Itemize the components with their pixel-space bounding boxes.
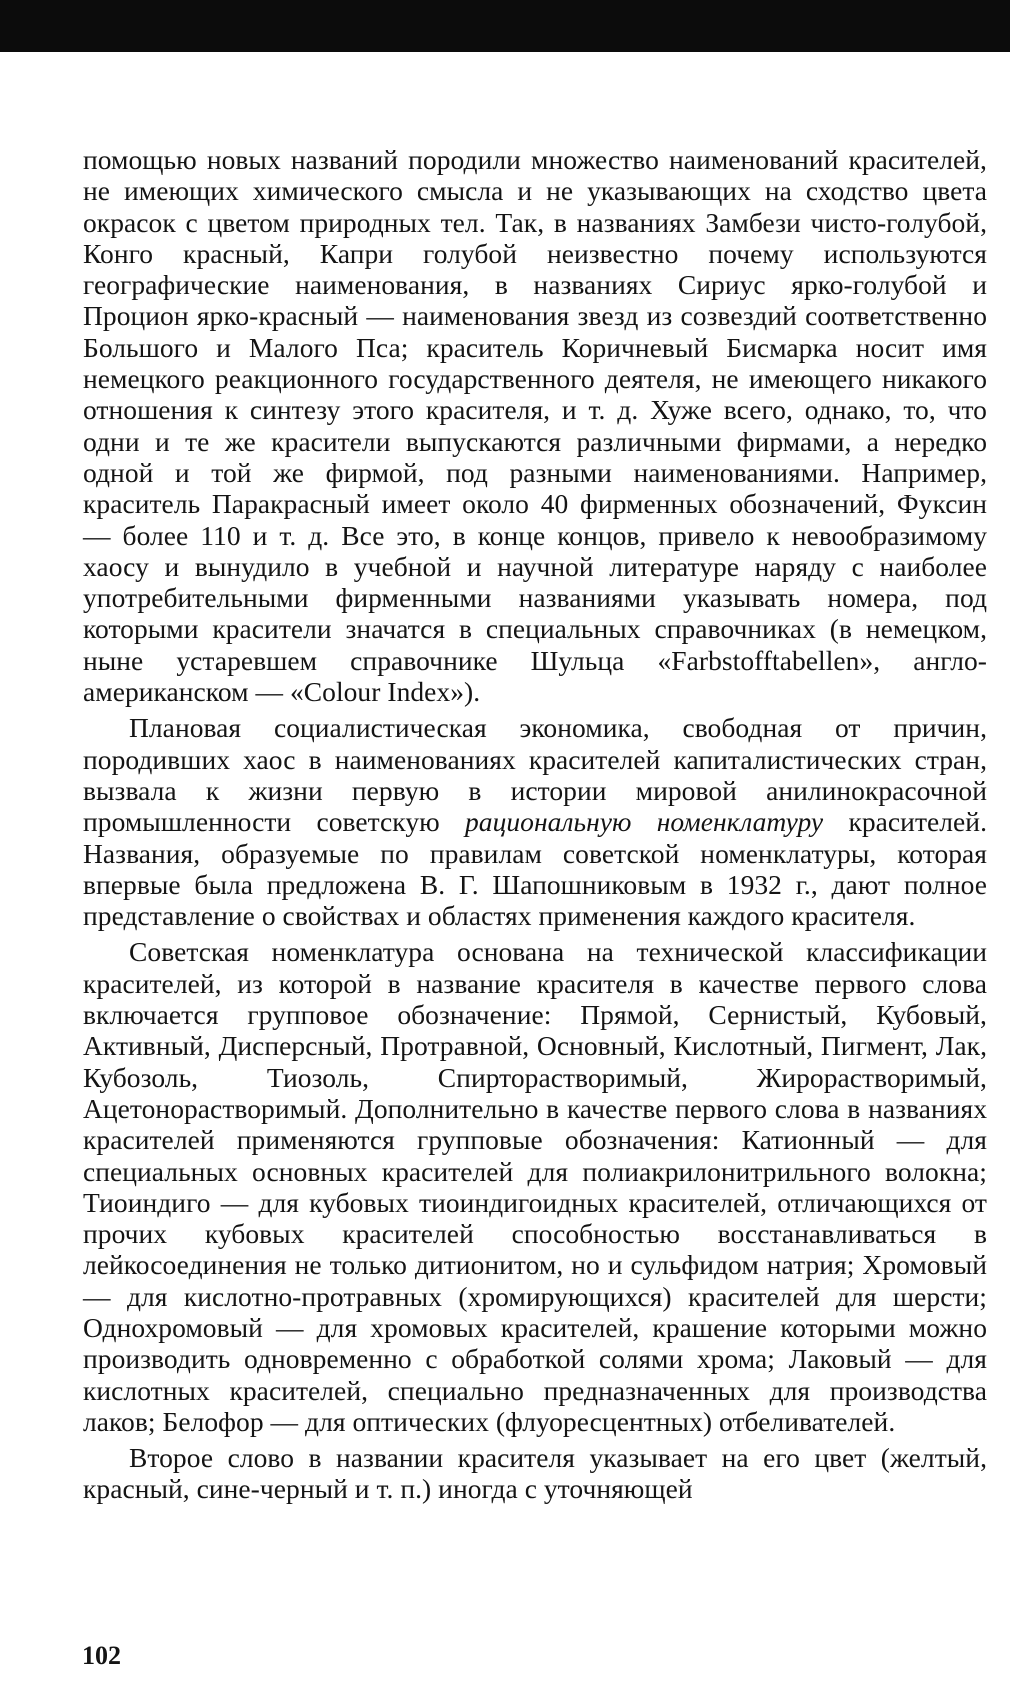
emphasized-term: рациональную номенклатуру <box>464 806 824 838</box>
paragraph-1: помощью новых названий породили множество наименований красителей, не имеющих химического смысла и не указывающих на сходство цвета окрасок с цветом природных тел. Так, в названиях Замбези чисто-голубой, Конго красный, Капри голубой неизвестно почему используются географические наименования, в названиях Сириус ярко-голубой и Процион ярко-красный — наименования звезд из созвездий соответственно Большого и Малого Пса; краситель Коричневый Бисмарка носит имя немецкого реакционного государственного деятеля, не имеющего никакого отношения к синтезу этого красителя, и т. д. Хуже всего, однако, то, что одни и те же красители выпускаются различными фирмами, а нередко одной и той же фирмой, под разными наименованиями. Например, краситель Паракрасный имеет около 40 фирменных обозначений, Фуксин — более 110 и т. д. Все это, в конце концов, привело к невообразимому хаосу и вынудило в учебной и научной литературе наряду с наиболее употребительными фирменными названиями указывать номера, под которыми красители значатся в специальных справочниках (в немецком, ныне устаревшем справочнике Шульца «Farbstofftabellen», англо-американском — «Colour Index»). <box>83 144 987 708</box>
paragraph-2-start: Плановая социалистическая экономика, свободная от причин, породивших хаос в наименованиях красителей капиталистических стран, вызвала к жизни первую в истории мировой анилинокрасочной промышленности советскую <box>83 712 987 838</box>
top-scan-band <box>0 0 1010 52</box>
paragraph-3: Советская номенклатура основана на технической классификации красителей, из которой в название красителя в качестве первого слова включается групповое обозначение: Прямой, Сернистый, Кубовый, Активный, Дисперсный, Протравной, Основный, Кислотный, Пигмент, Лак, Кубозоль, Тиозоль, Спирторастворимый, Жирорастворимый, Ацетонорастворимый. Дополнительно в качестве первого слова в названиях красителей применяются групповые обозначения: Катионный — для специальных основных красителей для полиакрилонитрильного волокна; Тиоиндиго — для кубовых тиоиндигоидных красителей, отличающихся от прочих кубовых красителей способностью восстанавливаться в лейкосоединения не только дитионитом, но и сульфидом натрия; Хромовый — для кислотно-протравных (хромирующихся) красителей для шерсти; Однохромовый — для хромовых красителей, крашение которыми можно производить одновременно с обработкой солями хрома; Лаковый — для кислотных красителей, специально предназначенных для производства лаков; Белофор — для оптических (флуоресцентных) отбеливателей. <box>83 936 987 1437</box>
paragraph-2 <box>83 712 987 931</box>
paragraph-4: Второе слово в названии красителя указывает на его цвет (желтый, красный, сине-черный и т. п.) иногда с уточняющей <box>83 1442 987 1505</box>
page-number: 102 <box>82 1641 121 1670</box>
body-text <box>83 144 987 1510</box>
paragraph-2-end: красителей. Названия, образуемые по правилам советской номенклатуры, которая впервые была предложена В. Г. Шапошниковым в 1932 г., дают полное представление о свойствах и областях применения каждого красителя. <box>83 806 987 932</box>
